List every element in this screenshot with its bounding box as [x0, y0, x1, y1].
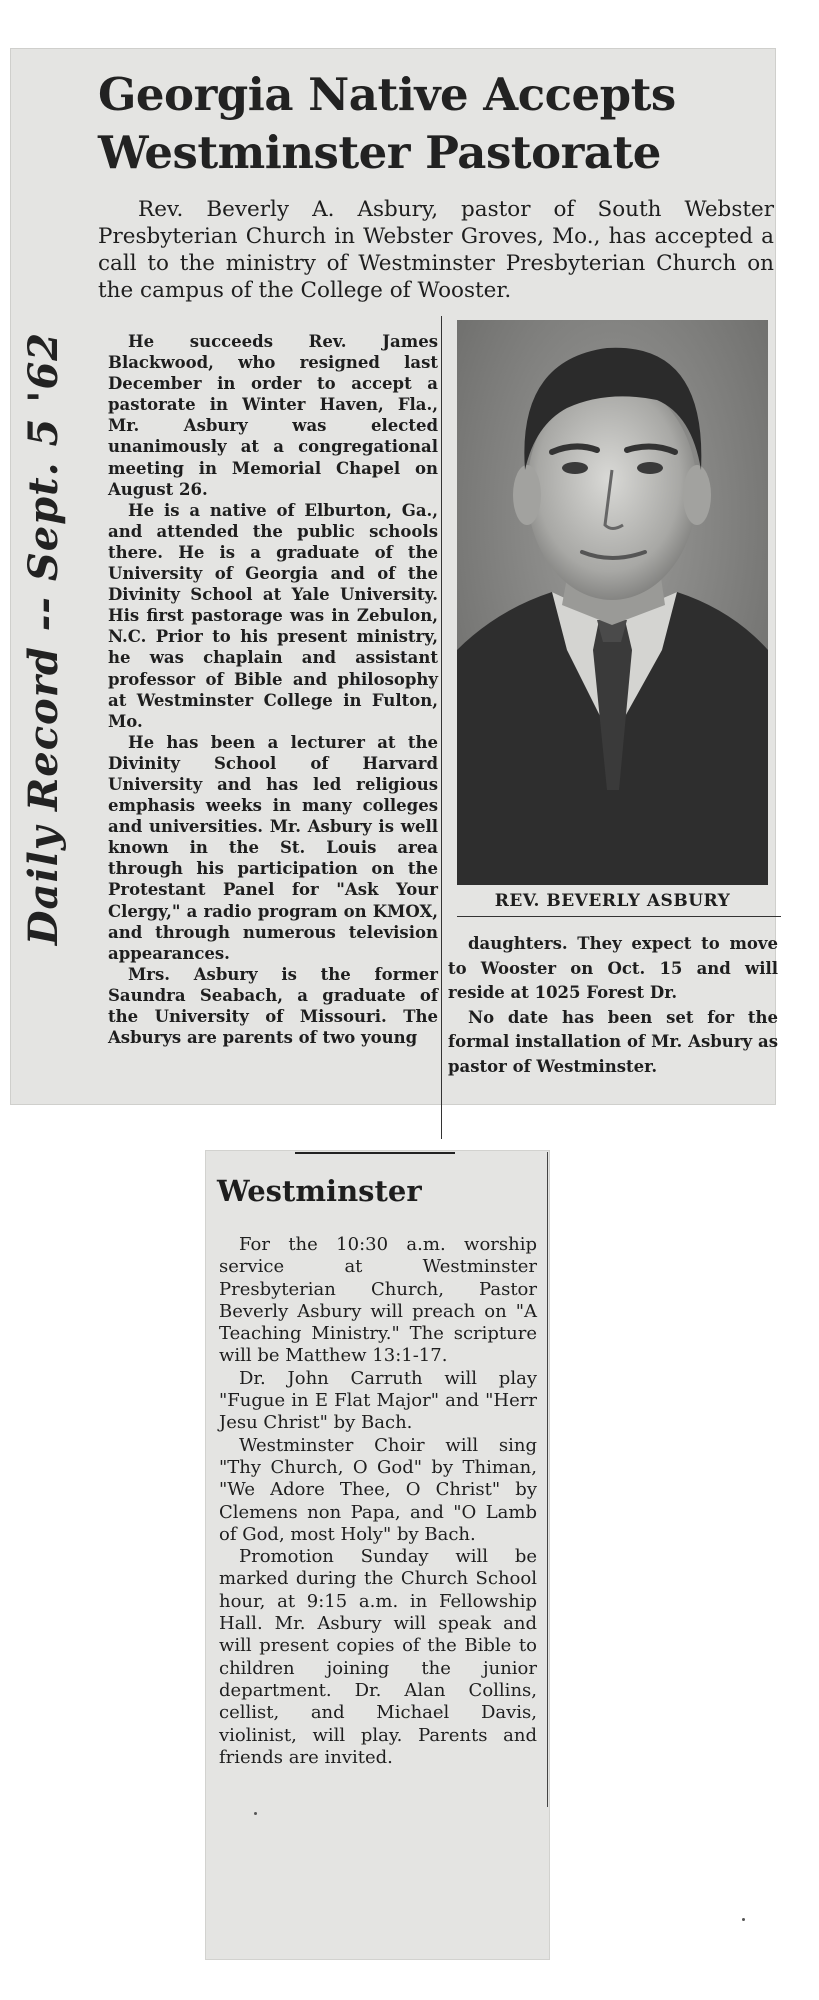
- paragraph: daughters. They expect to move to Wooster on Oct. 15 and will reside at 1025 Forest Dr.: [448, 934, 778, 1002]
- article-headline: Georgia Native Accepts Westminster Pastorate: [98, 68, 676, 179]
- paragraph: Dr. John Carruth will play "Fugue in E Flat Major" and "Herr Jesu Christ" by Bach.: [219, 1367, 537, 1434]
- newspaper-clipping-westminster: [205, 1150, 550, 1960]
- article-column-2: [448, 932, 778, 1079]
- article-body: [219, 1234, 537, 1769]
- paragraph: He is a native of Elburton, Ga., and attended the public schools there. He is a graduate of the University of Georgia and of the Divinity School at Yale University. His first pastorage was in Zebulon, N.C. Prior to his present ministry, he was chaplain and assistant professor of Bible and philosophy at Westminster College in Fulton, Mo.: [108, 500, 438, 731]
- paragraph: Mrs. Asbury is the former Saundra Seabach, a graduate of the University of Missouri. The Asburys are parents of two young: [108, 964, 438, 1048]
- newspaper-clipping-pastorate: [10, 48, 776, 1105]
- top-rule: [295, 1152, 455, 1154]
- paragraph: Westminster Choir will sing "Thy Church, O God" by Thiman, "We Adore Thee, O Christ" by Clemens non Papa, and "O Lamb of God, most Holy" by Bach.: [219, 1434, 537, 1545]
- article-lede: Rev. Beverly A. Asbury, pastor of South Webster Presbyterian Church in Webster Groves, Mo., has accepted a call to the ministry of Westminster Presbyterian Church on the campus of the College of Wooster.: [98, 197, 774, 303]
- paragraph: He has been a lecturer at the Divinity School of Harvard University and has led religious emphasis weeks in many colleges and universities. Mr. Asbury is well known in the St. Louis area through his participation on the Protestant Panel for "Ask Your Clergy," a radio program on KMOX, and through numerous television appearances.: [108, 732, 438, 963]
- column-divider: [547, 1152, 548, 1807]
- handwritten-date-note: Daily Record -- Sept. 5 '62: [20, 331, 68, 945]
- caption-divider: [457, 916, 781, 917]
- photo-caption: REV. BEVERLY ASBURY: [494, 891, 731, 911]
- article-headline: Westminster: [217, 1174, 422, 1208]
- column-divider: [441, 316, 442, 1139]
- portrait-photo: [457, 320, 768, 885]
- paragraph: No date has been set for the formal installation of Mr. Asbury as pastor of Westminster.: [448, 1007, 778, 1076]
- article-column-1: [108, 331, 438, 1048]
- paragraph: He succeeds Rev. James Blackwood, who resigned last December in order to accept a pastorate in Winter Haven, Fla., Mr. Asbury was elected unanimously at a congregational meeting in Memorial Chapel on August 26.: [108, 332, 438, 499]
- paragraph: For the 10:30 a.m. worship service at Westminster Presbyterian Church, Pastor Beverly Asbury will preach on "A Teaching Ministry." The scripture will be Matthew 13:1-17.: [219, 1234, 537, 1367]
- paper-speck: [254, 1812, 257, 1815]
- paragraph: Promotion Sunday will be marked during the Church School hour, at 9:15 a.m. in Fellowship Hall. Mr. Asbury will speak and will present copies of the Bible to children joining the junior department. Dr. Alan Collins, cellist, and Michael Davis, violinist, will play. Parents and friends are invited.: [219, 1546, 537, 1768]
- paper-speck: [742, 1918, 745, 1921]
